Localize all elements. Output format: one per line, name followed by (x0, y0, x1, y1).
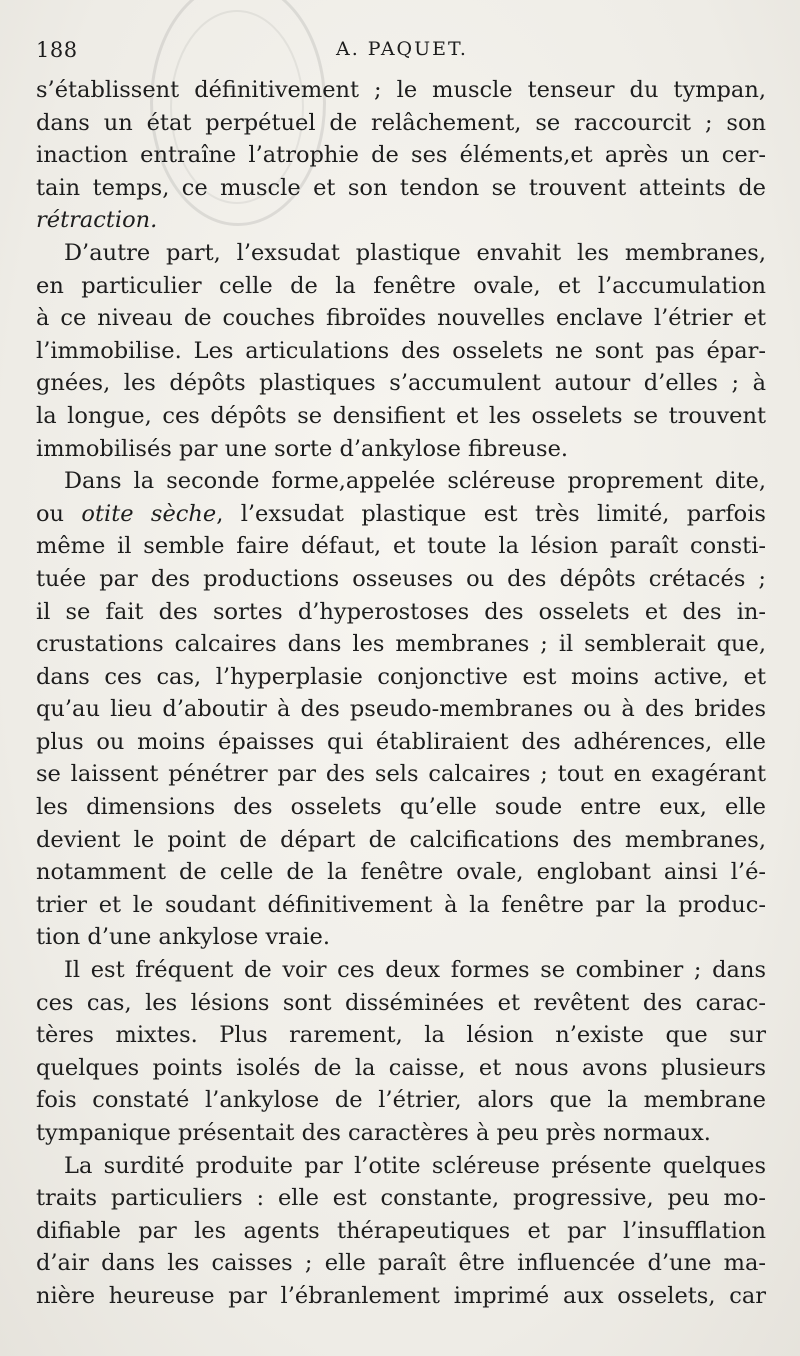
text-line: qu’au lieu d’aboutir à des pseudo-membranes ou à des brides (36, 696, 766, 723)
text-line: ces cas, les lésions sont disséminées et revêtent des carac- (36, 989, 766, 1016)
text-line: les dimensions des osselets qu’elle soude entre eux, elle (36, 794, 766, 821)
text-line: tympanique présentait des caractères à peu près normaux. (36, 1120, 711, 1146)
text-line: se laissent pénétrer par des sels calcaires ; tout en exagérant (36, 761, 766, 788)
text-line: inaction entraîne l’atrophie de ses éléments,et après un cer- (36, 142, 766, 169)
text-line: la longue, ces dépôts se densifient et les osselets se trouvent (36, 402, 766, 429)
text-line: fois constaté l’ankylose de l’étrier, alors que la membrane (36, 1087, 766, 1114)
text-line: ou otite sèche, l’exsudat plastique est très limité, parfois (36, 500, 766, 527)
text-line: trier et le soudant définitivement à la fenêtre par la produc- (36, 891, 766, 918)
text-line: nière heureuse par l’ébranlement imprimé aux osselets, car (36, 1282, 766, 1309)
page-header (36, 38, 766, 68)
text-line: plus ou moins épaisses qui établiraient des adhérences, elle (36, 728, 766, 755)
paragraph-start-line: Dans la seconde forme,appelée scléreuse proprement dite, (64, 468, 766, 495)
text-line: l’immobilise. Les articulations des osselets ne sont pas épar- (36, 337, 766, 364)
body-text (36, 74, 766, 1313)
running-head: A. PAQUET. (336, 38, 468, 60)
text-line: notamment de celle de la fenêtre ovale, englobant ainsi l’é- (36, 859, 766, 886)
text-line: quelques points isolés de la caisse, et nous avons plusieurs (36, 1054, 766, 1081)
paragraph-start-line: La surdité produite par l’otite scléreuse présente quelques (64, 1152, 766, 1179)
text-line: difiable par les agents thérapeutiques et par l’insufflation (36, 1217, 766, 1244)
italic-term: otite sèche (81, 500, 217, 527)
text-line: gnées, les dépôts plastiques s’accumulent autour d’elles ; à (36, 370, 766, 397)
text-line: tères mixtes. Plus rarement, la lésion n’existe que sur (36, 1022, 766, 1049)
text-line: devient le point de départ de calcifications des membranes, (36, 826, 766, 853)
paragraph-start-line: Il est fréquent de voir ces deux formes se combiner ; dans (64, 957, 766, 984)
text-line: s’établissent définitivement ; le muscle tenseur du tympan, (36, 77, 766, 103)
text-line: tuée par des productions osseuses ou des dépôts crétacés ; (36, 565, 766, 592)
paragraph-start-line: D’autre part, l’exsudat plastique envahit les membranes, (64, 239, 766, 266)
text-line: tain temps, ce muscle et son tendon se trouvent atteints de (36, 174, 766, 201)
text-line: même il semble faire défaut, et toute la lésion paraît consti- (36, 533, 766, 560)
text-line: dans ces cas, l’hyperplasie conjonctive est moins active, et (36, 663, 766, 690)
text-line: tion d’une ankylose vraie. (36, 924, 330, 951)
text-line: dans un état perpétuel de relâchement, se raccourcit ; son (36, 109, 766, 136)
text-line: en particulier celle de la fenêtre ovale, et l’accumulation (36, 272, 766, 299)
text-line: traits particuliers : elle est constante, progressive, peu mo- (36, 1185, 766, 1212)
text-line: immobilisés par une sorte d’ankylose fibreuse. (36, 435, 569, 462)
text-line: il se fait des sortes d’hyperostoses des osselets et des in- (36, 598, 766, 625)
text-line: à ce niveau de couches fibroïdes nouvelles enclave l’étrier et (36, 305, 766, 332)
text-line-italic: rétraction. (36, 207, 158, 234)
page-number: 188 (36, 38, 78, 62)
text-line: d’air dans les caisses ; elle paraît être influencée d’une ma- (36, 1250, 766, 1277)
text-line: crustations calcaires dans les membranes ; il semblerait que, (36, 631, 766, 658)
